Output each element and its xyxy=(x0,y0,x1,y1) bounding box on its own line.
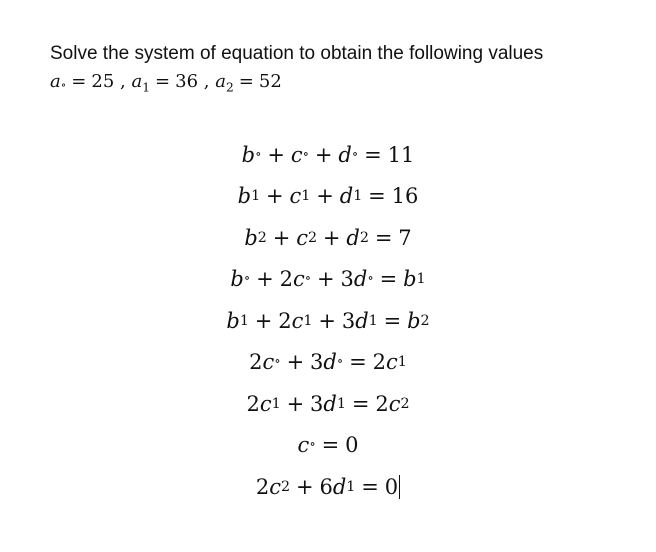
value-a1: 36 xyxy=(175,71,199,92)
equation-3: b 2 + c 2 + d 2 = 7 xyxy=(244,225,412,250)
value-a2: 52 xyxy=(258,71,282,92)
equation-8: c ∘ = 0 xyxy=(297,433,359,458)
equation-2-rhs: 16 xyxy=(391,184,419,209)
value-a0: 25 xyxy=(91,71,115,92)
text-cursor xyxy=(399,475,400,499)
equation-list xyxy=(0,134,656,508)
given-values: a∘ = 25 , $a_1 = 36$ , $a_2 = 52$ xyxy=(50,71,282,95)
equation-4: b ∘ + 2 c ∘ + 3 d ∘ = b 1 xyxy=(230,267,426,292)
equation-7: 2 c 1 + 3 d 1 = 2 c 2 xyxy=(246,391,410,416)
equation-8-rhs: 0 xyxy=(345,433,359,458)
equation-3-rhs: 7 xyxy=(398,225,412,250)
equation-9: 2 c 2 + 6 d 1 = 0 xyxy=(255,474,399,499)
equation-9-rhs: 0 xyxy=(384,474,399,499)
instruction-text: Solve the system of equation to obtain the following values xyxy=(50,43,544,64)
equation-1: b ∘ + c ∘ + d ∘ = 11 xyxy=(241,142,415,167)
equation-6: 2 c ∘ + 3 d ∘ = 2 c 1 xyxy=(249,350,407,375)
equation-1-rhs: 11 xyxy=(387,142,415,167)
equation-5: b 1 + 2 c 1 + 3 d 1 = b 2 xyxy=(226,308,430,333)
equation-2: b 1 + c 1 + d 1 = 16 xyxy=(237,184,419,209)
